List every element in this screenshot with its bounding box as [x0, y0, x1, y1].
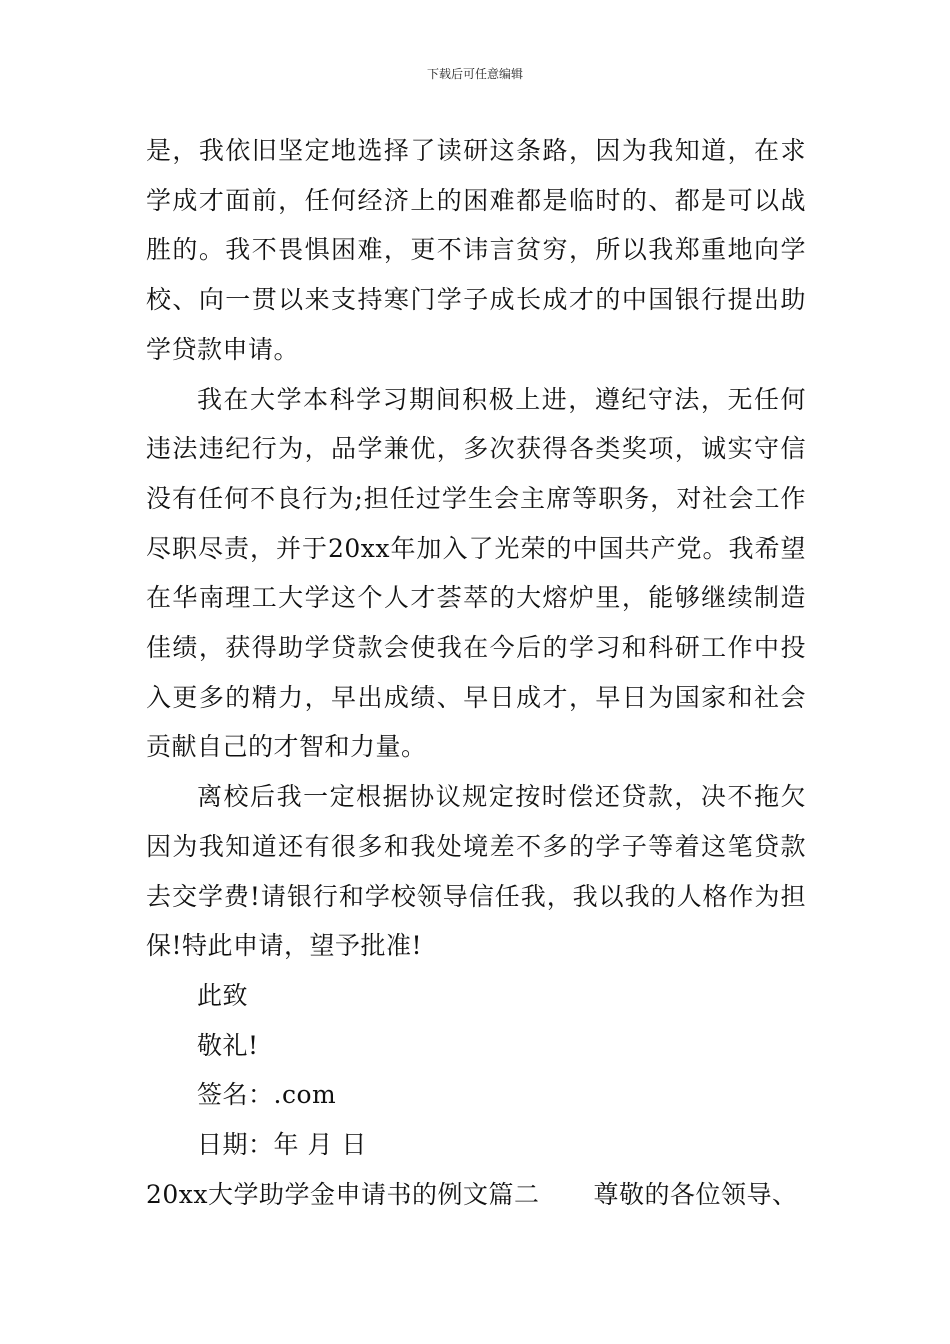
signature-line: 签名：.com	[197, 1080, 337, 1110]
closing-salutation: 此致	[197, 980, 249, 1010]
document-body	[146, 126, 806, 1219]
next-section-title: 20xx大学助学金申请书的例文篇二	[146, 1179, 540, 1209]
paragraph-1: 是，我依旧坚定地选择了读研这条路，因为我知道，在求学成才面前，任何经济上的困难都是临时的、都是可以战胜的。我不畏惧困难，更不讳言贫穷，所以我郑重地向学校、向一贯以来支持寒门学子成长成才的中国银行提出助学贷款申请。	[146, 136, 806, 364]
date-line: 日期：年 月 日	[197, 1130, 367, 1160]
closing-regards: 敬礼!	[197, 1030, 259, 1060]
next-section-greeting: 尊敬的各位领导、	[593, 1179, 798, 1209]
page-header: 下载后可任意编辑	[426, 67, 523, 81]
paragraph-2: 我在大学本科学习期间积极上进，遵纪守法，无任何违法违纪行为，品学兼优，多次获得各类奖项，诚实守信没有任何不良行为;担任过学生会主席等职务，对社会工作尽职尽责，并于20xx年加入了光荣的中国共产党。我希望在华南理工大学这个人才荟萃的大熔炉里，能够继续制造佳绩，获得助学贷款会使我在今后的学习和科研工作中投入更多的精力，早出成绩、早日成才，早日为国家和社会贡献自己的才智和力量。	[146, 384, 806, 762]
paragraph-3: 离校后我一定根据协议规定按时偿还贷款，决不拖欠因为我知道还有很多和我处境差不多的学子等着这笔贷款去交学费!请银行和学校领导信任我，我以我的人格作为担保!特此申请，望予批准!	[146, 782, 806, 961]
next-section-line	[146, 1170, 806, 1220]
